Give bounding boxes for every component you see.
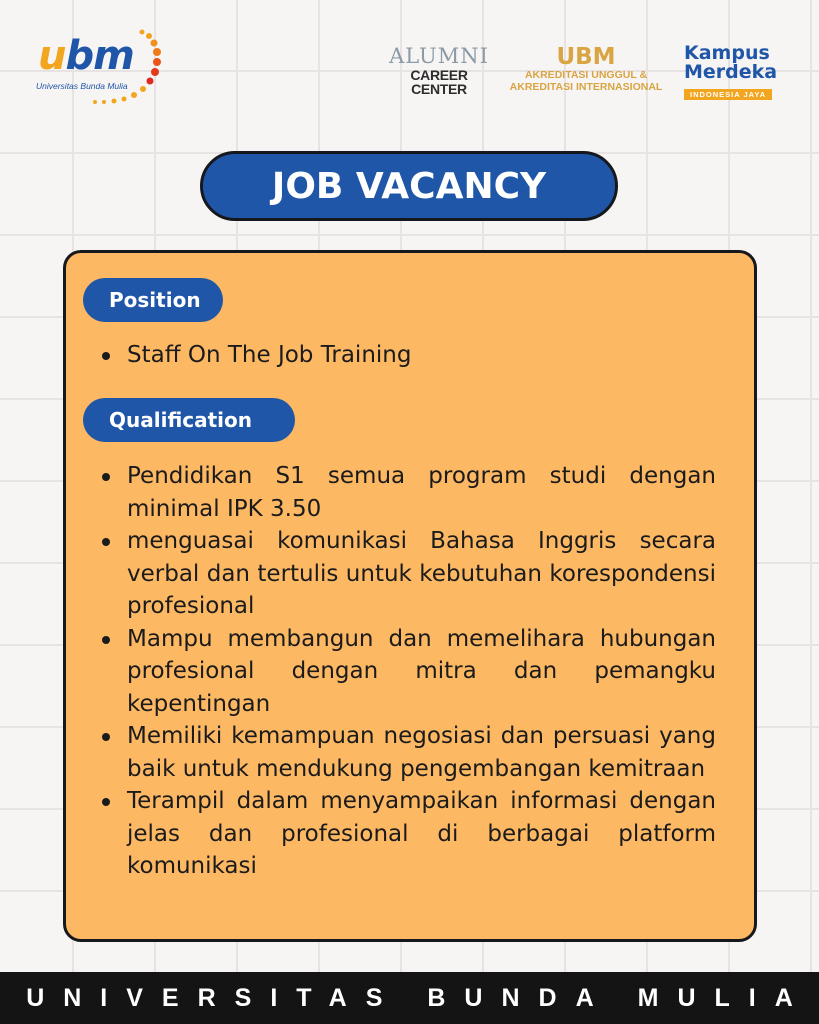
title-banner [200,151,618,221]
akreditasi-logo-top: UBM [556,44,616,70]
list-item: menguasai komunikasi Bahasa Inggris secara verbal dan tertulis untuk kebutuhan korespondensi profesional [102,525,716,623]
ubm-wordmark: ubm [38,33,134,79]
akreditasi-logo [504,46,668,100]
page-title: JOB VACANCY [271,165,547,207]
list-item: Memiliki kemampuan negosiasi dan persuasi yang baik untuk mendukung pengembangan kemitraan [102,720,716,785]
alumni-logo-top: ALUMNI [389,44,489,68]
footer-text: UNIVERSITAS BUNDA MULIA [26,983,812,1012]
vacancy-card [63,250,757,942]
kampus-merdeka-band: INDONESIA JAYA [684,89,772,100]
kampus-merdeka-line2: Merdeka [684,61,778,83]
list-item: Terampil dalam menyampaikan informasi dengan jelas dan profesional di berbagai platform komunikasi [102,785,716,883]
alumni-career-center-logo [388,46,490,100]
position-label: Position [83,278,223,322]
akreditasi-logo-line2: AKREDITASI INTERNASIONAL [509,81,663,93]
qualification-list [102,460,716,883]
akreditasi-logo-line1: AKREDITASI UNGGUL & [524,69,648,81]
alumni-logo-bottom: CAREER CENTER [410,67,468,97]
ubm-logo [30,26,170,116]
qualification-label: Qualification [83,398,295,442]
list-item: Mampu membangun dan memelihara hubungan profesional dengan mitra dan pemangku kepentingan [102,623,716,721]
footer-bar [0,972,819,1024]
ubm-logo-subtitle: Universitas Bunda Mulia [36,81,128,91]
list-item: Staff On The Job Training [102,339,716,372]
list-item: Pendidikan S1 semua program studi dengan minimal IPK 3.50 [102,460,716,525]
kampus-merdeka-logo [684,44,788,104]
kampus-merdeka-line1: Kampus [684,42,770,64]
position-list [102,339,716,372]
